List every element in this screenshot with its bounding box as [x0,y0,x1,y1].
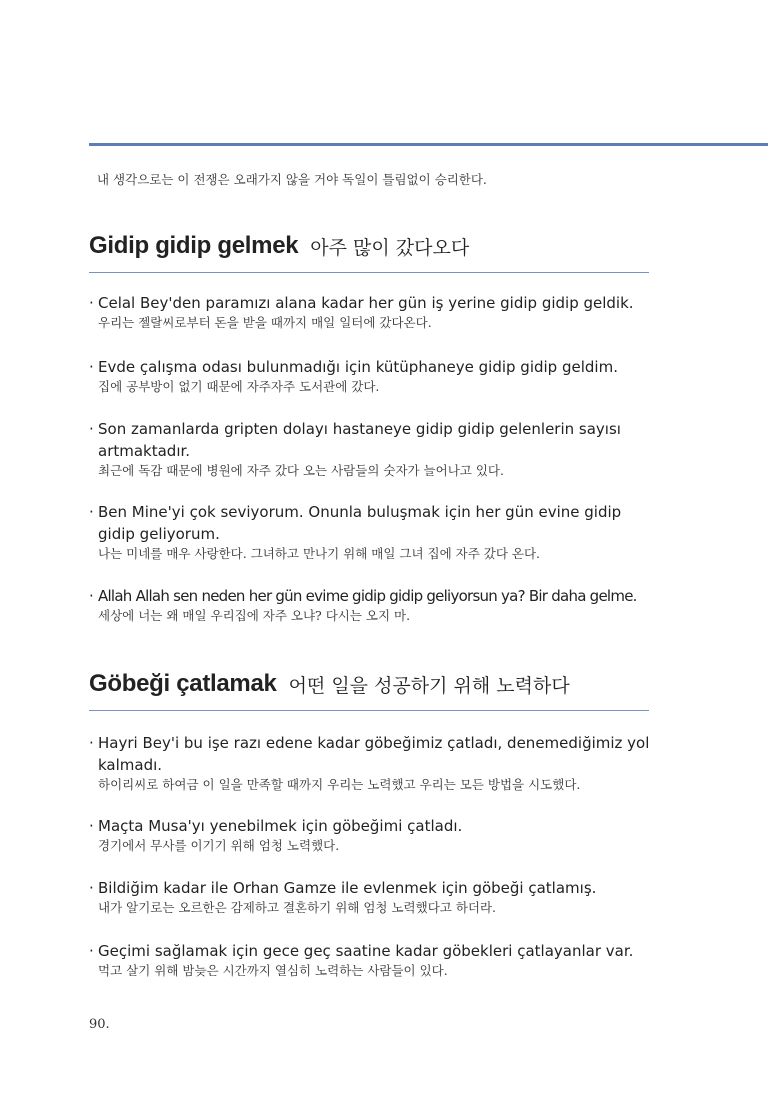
heading-turkish: Göbeği çatlamak [89,670,277,697]
example-entry [89,418,657,480]
example-korean: 경기에서 무사를 이기기 위해 엄청 노력했다. [98,838,340,853]
section-divider [89,710,649,711]
example-korean: 우리는 젤랄씨로부터 돈을 받을 때까지 매일 일터에 갔다온다. [98,315,432,330]
example-entry [89,815,657,855]
heading-korean: 아주 많이 갔다오다 [310,236,470,259]
section-gobegi-catlamak [89,664,649,711]
section-heading [89,664,649,704]
example-turkish: · Ben Mine'yi çok seviyorum. Onunla buluşmak için her gün evine gidip gidip geliyorum. [89,501,657,545]
example-korean: 먹고 살기 위해 밤늦은 시간까지 열심히 노력하는 사람들이 있다. [98,963,448,978]
page-number: 90. [89,1017,110,1032]
example-entry [89,356,657,396]
example-korean: 집에 공부방이 없기 때문에 자주자주 도서관에 갔다. [98,379,380,394]
example-turkish: · Evde çalışma odası bulunmadığı için kütüphaneye gidip gidip geldim. [89,356,657,378]
section-divider [89,272,649,273]
example-turkish: · Bildiğim kadar ile Orhan Gamze ile evlenmek için göbeği çatlamış. [89,877,657,899]
example-entry [89,940,657,980]
example-turkish: · Geçimi sağlamak için gece geç saatine kadar göbekleri çatlayanlar var. [89,940,657,962]
example-turkish: · Celal Bey'den paramızı alana kadar her gün iş yerine gidip gidip geldik. [89,292,657,314]
example-entry [89,501,657,563]
heading-korean: 어떤 일을 성공하기 위해 노력하다 [288,674,570,697]
example-korean: 내가 알기로는 오르한은 감제하고 결혼하기 위해 엄청 노력했다고 하더라. [98,900,497,915]
example-korean: 최근에 독감 때문에 병원에 자주 갔다 오는 사람들의 숫자가 늘어나고 있다. [98,463,504,478]
example-korean: 세상에 너는 왜 매일 우리집에 자주 오냐? 다시는 오지 마. [98,608,411,623]
example-entry [89,585,657,625]
heading-turkish: Gidip gidip gelmek [89,232,299,259]
example-entry [89,292,657,332]
example-turkish: · Maçta Musa'yı yenebilmek için göbeğimi çatladı. [89,815,657,837]
example-korean: 하이리씨로 하여금 이 일을 만족할 때까지 우리는 노력했고 우리는 모든 방법을 시도했다. [98,777,581,792]
example-turkish: · Hayri Bey'i bu işe razı edene kadar göbeğimiz çatladı, denemediğimiz yol kalmadı. [89,732,657,776]
top-divider [89,143,768,146]
example-korean: 나는 미네를 매우 사랑한다. 그녀하고 만나기 위해 매일 그녀 집에 자주 갔다 온다. [98,546,541,561]
example-turkish: · Son zamanlarda gripten dolayı hastaneye gidip gidip gelenlerin sayısı artmaktadır. [89,418,657,462]
example-entry [89,877,657,917]
section-heading [89,226,649,266]
example-turkish: · Allah Allah sen neden her gün evime gidip gidip geliyorsun ya? Bir daha gelme. [89,585,657,607]
intro-sentence: 내 생각으로는 이 전쟁은 오래가지 않을 거야 독일이 틀림없이 승리한다. [97,172,487,187]
section-gidip-gidip-gelmek [89,226,649,273]
example-entry [89,732,657,794]
